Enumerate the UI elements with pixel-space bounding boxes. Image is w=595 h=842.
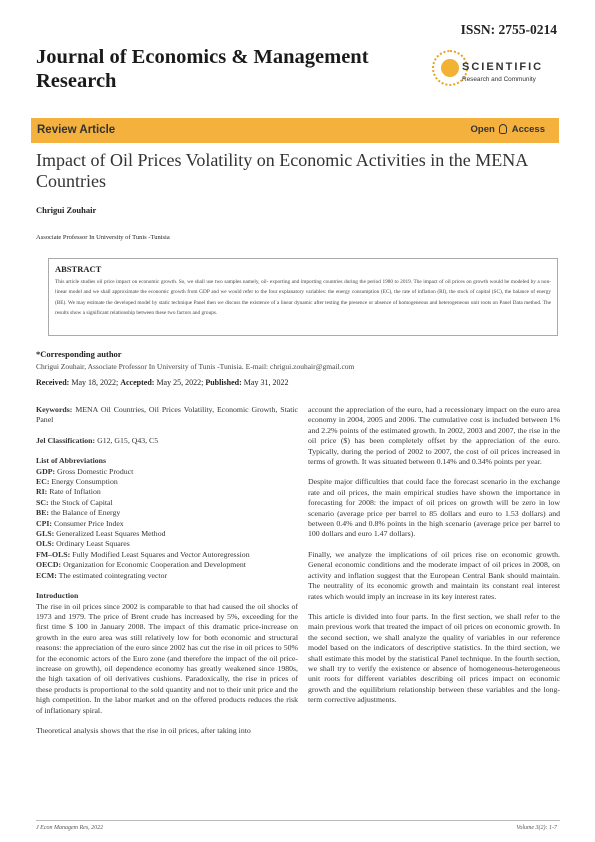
intro-heading: Introduction (36, 591, 79, 601)
body-paragraph: account the appreciation of the euro, had a recessionary impact on the euro area economy in 2004, 2005 and 2006. The cumulative cost is included between 1% and 2.2% points of the estimated growth. In 2002, 2003 and 2007, the rise in the oil price ($) has been completely offset by the appreciation of the euro. Typically, during the period of 2002 to 2007, the cost of oil prices increased in terms of growth. It was situated between 0.14% and 0.34% points per year. (308, 405, 560, 467)
abbreviation-item (36, 539, 298, 549)
abbreviation-key: OECD: (36, 560, 62, 570)
left-column (36, 405, 298, 736)
jel-label: Jel Classification: (36, 435, 96, 445)
abbreviation-value: Rate of Inflation (49, 487, 101, 497)
footer-rule (36, 820, 560, 821)
logo-line1: SCIENTIFIC (462, 61, 544, 73)
jel (36, 436, 298, 446)
abbreviation-key: BE: (36, 508, 49, 518)
dates-line (36, 378, 288, 387)
abbreviation-item (36, 467, 298, 477)
abstract-heading: ABSTRACT (55, 264, 102, 274)
abbreviation-item (36, 508, 298, 518)
abbreviation-value: Ordinary Least Squares (56, 539, 130, 549)
abbreviation-item (36, 529, 298, 539)
abbreviation-value: Fully Modified Least Squares and Vector Autoregression (72, 549, 250, 559)
published-label: Published: (205, 378, 242, 387)
accepted-label: Accepted: (120, 378, 155, 387)
open-label: Open (470, 124, 495, 135)
intro-paragraph: The rise in oil prices since 2002 is comparable to that had caused the oil shocks of 1973 and 1979. The price of Brent crude has increased by 5%, exceeding for the first time $ 100 in January 2008. The impact of this dramatic price-increase on growth in the euro area was still relatively low for both economic and structural reasons: the appreciation of the euro since 2002 has cut the rise in oil prices to 50% for the economic actors of the Euro zone (and therefore the impact of the oil price-increase on growth), oil dependence economy has greatly weakened since 1980s, the high taxation of oil derivatives cushions. Paradoxically, the rise in prices of these products is proportional to the sold quantity and not to their unit price and the high competition. In the labor market and on the offered products reduces the risk of inflationary spiral. (36, 601, 298, 715)
accepted-date: May 25, 2022; (156, 378, 204, 387)
abbreviation-key: EC: (36, 477, 50, 487)
abbreviation-item (36, 498, 298, 508)
abbreviation-item (36, 477, 298, 487)
journal-title: Journal of Economics & Management Research (36, 46, 369, 92)
received-date: May 18, 2022; (71, 378, 119, 387)
logo-dot-icon (441, 59, 459, 77)
corresponding-heading: *Corresponding author (36, 349, 122, 359)
open-lock-icon (499, 124, 507, 134)
abbreviation-key: GLS: (36, 529, 55, 539)
abbreviation-key: CPI: (36, 518, 53, 528)
abbreviation-value: Consumer Price Index (53, 518, 124, 528)
corresponding-text: Chrigui Zouhair, Associate Professor In University of Tunis -Tunisia. E-mail: chrigui.zouhair@gmail.com (36, 362, 355, 371)
abbreviation-item (36, 560, 298, 570)
intro-paragraph: Theoretical analysis shows that the rise in oil prices, after taking into (36, 725, 251, 735)
article-type-band (31, 118, 559, 143)
open-access-badge (471, 124, 546, 135)
abbreviation-key: GDP: (36, 466, 56, 476)
body-paragraph: This article is divided into four parts. In the first section, we shall refer to the main previous work that treated the impact of oil prices on economic growth. In the second section, we shall analyze the quality of variables in our reference model based on the indicators of descriptive statistics. In the third section, we shall estimate this model by the statistical Panel technique. In the fourth section, we shall try to verify the existence or absence of homogeneous-heterogeneous unit roots for different variables describing oil prices impact on economic growth and the equilibrium relationship between these variables and the long-term corrective adjustments. (308, 611, 560, 705)
published-date: May 31, 2022 (243, 378, 289, 387)
abbreviation-key: OLS: (36, 539, 55, 549)
publisher-logo (432, 50, 562, 90)
abbreviation-value: Gross Domestic Product (57, 466, 134, 476)
abbreviation-key: RI: (36, 487, 48, 497)
access-label: Access (511, 124, 545, 135)
abbreviations-list (36, 467, 298, 581)
keywords-text: MENA Oil Countries, Oil Prices Volatility, Economic Growth, Static Panel (36, 405, 298, 425)
jel-text: G12, G15, Q43, C5 (97, 435, 159, 445)
article-type: Review Article (37, 124, 116, 136)
abbreviation-value: the Balance of Energy (50, 508, 121, 518)
body-paragraph: Despite major difficulties that could face the forecast scenario in the exchange rate and oil prices, the main empirical studies have shown the importance in forecasting for 2008: the impact of oil prices on growth will be zero in low scenario (average price per barrel to 85 dollars and euro to 1.53 dollars) and between 0.4% and 0.8% points in the high scenario (average price per barrel to 100 dollars and euro 1.47 dollars). (308, 477, 560, 539)
keywords-label: Keywords: (36, 405, 73, 414)
abbreviation-item (36, 519, 298, 529)
abstract-text: This article studies oil price impact on economic growth. So, we shall use two samples namely, oil- exporting and importing countries during the period 1980 to 2019. The impact of oil prices on growth would be modeled by a non- linear model and we shall approximate the economic growth from GDP and we would refer to the four explanatory variables: the energy consumption (EC), the rate of inflation (RI), the stock of capital (SC), the balance of energy (BE). We may estimate the developed model by static technique Panel then we discuss the existence of a linear dynamic after testing the presence or absence of homogeneous and heterogeneous unit roots on Panel Data method. The results show a significant relationship between these two factors and groups. (55, 279, 551, 317)
abbreviation-value: Energy Consumption (51, 477, 118, 487)
received-label: Received: (36, 378, 70, 387)
affiliation: Associate Professor In University of Tunis -Tunisia (36, 234, 170, 241)
abbreviation-item (36, 487, 298, 497)
issn: ISSN: 2755-0214 (460, 22, 557, 37)
footer-volume: Volume 3(2): 1-7 (516, 825, 557, 831)
abbreviation-item (36, 550, 298, 560)
right-column (308, 405, 560, 706)
keywords (36, 405, 298, 426)
body-paragraph: Finally, we analyze the implications of oil prices rise on economic growth. General economic conditions and the moderate impact of oil prices in 2008, on activity and inflation suggest that the European Central Bank should maintain. The neutrality of its economic growth and maintain its constant real interest rates which would imply an increase in its key interest rates. (308, 549, 560, 601)
author: Chrigui Zouhair (36, 205, 97, 215)
abbreviation-key: SC: (36, 497, 49, 507)
article-title: Impact of Oil Prices Volatility on Economic Activities in the MENA Countries (36, 150, 528, 191)
abbreviation-key: ECM: (36, 570, 57, 580)
abbreviation-value: Generalized Least Squares Method (56, 529, 166, 539)
abbreviation-value: the Stock of Capital (50, 497, 113, 507)
footer-journal: J Econ Managem Res, 2022 (36, 825, 104, 831)
abbreviation-value: The estimated cointegrating vector (58, 570, 168, 580)
logo-line2: Research and Community (462, 76, 536, 83)
abbreviation-item (36, 571, 298, 581)
abbreviations-heading: List of Abbreviations (36, 456, 107, 466)
abbreviation-key: FM–OLS: (36, 549, 71, 559)
abbreviation-value: Organization for Economic Cooperation and Development (63, 560, 246, 570)
abstract-box (48, 258, 558, 336)
